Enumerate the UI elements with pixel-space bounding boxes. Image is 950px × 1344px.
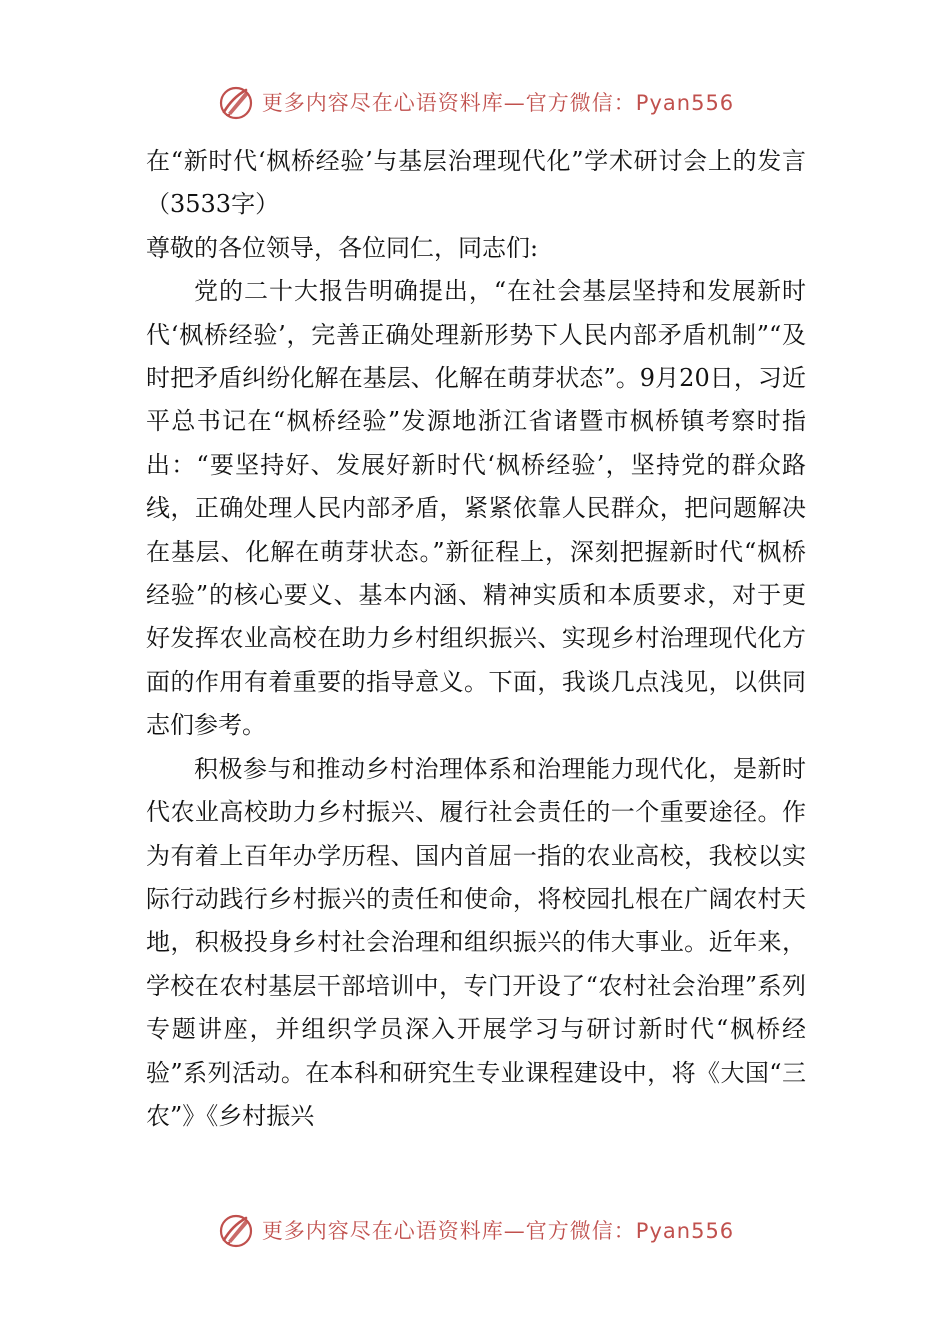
footer-banner-text: 更多内容尽在心语资料库—官方微信：Pyan556 bbox=[261, 1219, 735, 1243]
header-banner-text: 更多内容尽在心语资料库—官方微信：Pyan556 bbox=[261, 91, 735, 115]
footer-banner bbox=[0, 1210, 950, 1250]
paragraph-1: 党的二十大报告明确提出，“在社会基层坚持和发展新时代‘枫桥经验’，完善正确处理新形势下人民内部矛盾机制”“及时把矛盾纠纷化解在基层、化解在萌芽状态”。9月20日，习近平总书记在“枫桥经验”发源地浙江省诸暨市枫桥镇考察时指出：“要坚持好、发展好新时代‘枫桥经验’，坚持党的群众路线，正确处理人民内部矛盾，紧紧依靠人民群众，把问题解决在基层、化解在萌芽状态。”新征程上，深刻把握新时代“枫桥经验”的核心要义、基本内涵、精神实质和本质要求，对于更好发挥农业高校在助力乡村组织振兴、实现乡村治理现代化方面的作用有着重要的指导意义。下面，我谈几点浅见，以供同志们参考。 bbox=[146, 277, 806, 740]
document-title: 在“新时代‘枫桥经验’与基层治理现代化”学术研讨会上的发言（3533字） bbox=[146, 147, 806, 219]
paragraph-2: 积极参与和推动乡村治理体系和治理能力现代化，是新时代农业高校助力乡村振兴、履行社会责任的一个重要途径。作为有着上百年办学历程、国内首屈一指的农业高校，我校以实际行动践行乡村振兴的责任和使命，将校园扎根在广阔农村天地，积极投身乡村社会治理和组织振兴的伟大事业。近年来，学校在农村基层干部培训中，专门开设了“农村社会治理”系列专题讲座，并组织学员深入开展学习与研讨新时代“枫桥经验”系列活动。在本科和研究生专业课程建设中，将《大国“三农”》《乡村振兴 bbox=[146, 754, 806, 1130]
header-banner bbox=[0, 82, 950, 122]
pen-circle-logo-icon bbox=[216, 82, 256, 122]
salutation: 尊敬的各位领导，各位同仁，同志们: bbox=[146, 233, 539, 262]
pen-circle-logo-icon bbox=[216, 1210, 256, 1250]
document-body bbox=[146, 140, 806, 1138]
